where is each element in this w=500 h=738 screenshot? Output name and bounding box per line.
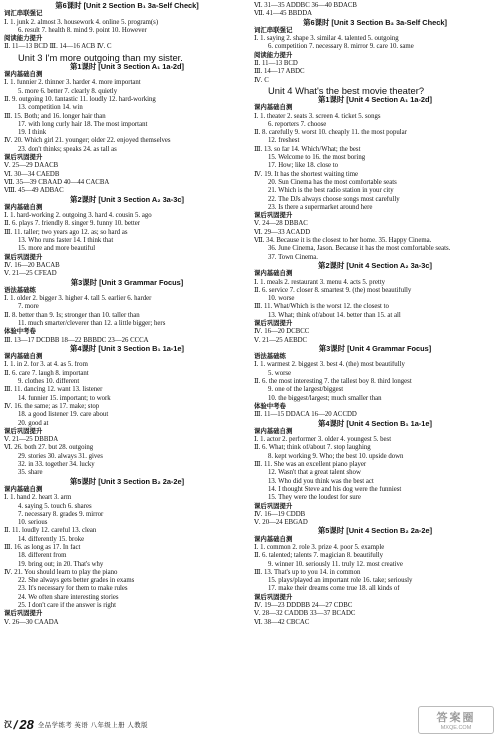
answer-line: Ⅲ. 15. Both; and 16. longer hair than [4, 112, 106, 120]
answer-line: Ⅴ. 26—30 CAADA [4, 618, 59, 626]
answer-line: 10. serious [18, 519, 48, 527]
answer-line: 9. one of the largest/biggest [268, 386, 344, 394]
answer-line: 18. a good listener 19. care about [18, 411, 109, 419]
section-label: 词汇串联强记 [254, 26, 293, 34]
answer-line: Ⅳ. 16—20 BACAB [4, 261, 60, 269]
answer-line: Ⅱ. 11—13 BCD [254, 60, 298, 68]
answer-line: Ⅳ. 20. Which girl 21. younger; older 22. enjoyed themselves [4, 137, 171, 145]
answer-line: Ⅴ. 21—25 DBBDA [4, 436, 59, 444]
answer-line: 18. different from [18, 552, 67, 560]
answer-line: 17. with long curly hair 18. The most important [18, 120, 148, 128]
lesson-heading: 第1课时 [Unit 4 Section A₁ 1a-2d] [317, 94, 433, 104]
answer-line: 19. I think [18, 129, 47, 137]
section-label: 课后巩固提升 [254, 502, 293, 510]
right-column [254, 2, 496, 627]
section-label: 课后巩固提升 [254, 319, 293, 327]
answer-line: 29. stories 30. always 31. gives [18, 452, 103, 460]
answer-line: Ⅱ. 6. service 7. closer 8. smartest 9. (the) most beautifully [254, 286, 412, 294]
section-label: 课内基础自测 [254, 270, 293, 278]
answer-line: Ⅱ. 11—13 BCD Ⅲ. 14—16 ACB Ⅳ. C [4, 43, 112, 51]
answer-line: 17. make their dreams come true 18. all kinds of [268, 585, 400, 593]
answer-line: 20. Sun Cinema has the most comfortable seats [268, 178, 397, 186]
book-title: 全品学练考 英语 八年级上册 人教版 [37, 722, 148, 729]
answer-line: 13. Who did you think was the best act [268, 477, 374, 485]
section-label: 课内基础自测 [4, 203, 43, 211]
section-label: 阅读能力提升 [4, 35, 43, 43]
answer-line: 23. Is there a supermarket around here [268, 203, 373, 211]
slash-icon: / [12, 717, 20, 732]
watermark-url: MXQE.COM [440, 725, 472, 731]
answer-line: Ⅱ. 11. loudly 12. careful 13. clean [4, 527, 97, 535]
answer-line: Ⅰ. 1. warmest 2. biggest 3. best 4. (the) most beautifully [254, 361, 405, 369]
section-label: 语法基础练 [4, 286, 36, 294]
lesson-heading: 第1课时 [Unit 3 Section A₁ 1a-2d] [69, 61, 185, 71]
answer-line: 15. more and more beautiful [18, 245, 96, 253]
page-number-badge [4, 717, 34, 732]
lesson-heading: 第4课时 [Unit 4 Section B₁ 1a-1e] [318, 418, 432, 428]
answer-line: 32. in 33. together 34. lucky [18, 461, 95, 469]
answer-line: 12. freshest [268, 137, 300, 145]
answer-line: 5. more 6. better 7. clearly 8. quietly [18, 87, 118, 95]
answer-line: 14. I thought Steve and his dog were the funniest [268, 485, 402, 493]
page-prefix: 汉 [4, 720, 12, 729]
answer-line: Ⅶ. 34. Because it is the closest to her home. 35. Happy Cinema. [254, 237, 432, 245]
answer-line: Ⅴ. 28—32 CADDB 33—37 BCADC [254, 610, 356, 618]
answer-line: 7. more [18, 303, 39, 311]
answer-line: 25. I don't care if the answer is right [18, 602, 117, 610]
section-label: 课内基础自测 [4, 353, 43, 361]
answer-line: Ⅱ. 6. talented; talents 7. magician 8. beautifully [254, 552, 384, 560]
answer-line: 5. worse [268, 369, 292, 377]
answer-line: Ⅶ. 35—39 CBAAD 40—44 CACBA [4, 178, 110, 186]
answer-line: Ⅰ. 1. hand 2. heart 3. arm [4, 494, 72, 502]
answer-line: 10. worse [268, 295, 295, 303]
answer-line: 22. The DJs always choose songs most carefully [268, 195, 400, 203]
answer-line: 11. much smarter/cleverer than 12. a little bigger; hers [18, 319, 166, 327]
answer-line: 13. Who runs faster 14. I think that [18, 237, 114, 245]
section-label: 课后巩固提升 [4, 154, 43, 162]
answer-line: Ⅴ. 25—29 DAACB [4, 162, 59, 170]
section-label: 课后巩固提升 [254, 593, 293, 601]
lesson-heading: 第2课时 [Unit 4 Section A₂ 3a-3c] [318, 260, 432, 270]
answer-line: Ⅴ. 21—25 AEBDC [254, 336, 308, 344]
lesson-heading: 第5课时 [Unit 4 Section B₂ 2a-2e] [317, 526, 433, 536]
answer-line: 4. saying 5. touch 6. shares [18, 502, 92, 510]
answer-line: Ⅰ. 1. in 2. for 3. at 4. as 5. from [4, 361, 88, 369]
lesson-heading: 第5课时 [Unit 3 Section B₂ 2a-2e] [69, 476, 185, 486]
answer-line: Ⅰ. 1. hard-working 2. outgoing 3. hard 4. cousin 5. ago [4, 212, 152, 220]
answer-line: Ⅲ. 11. She was an excellent piano player [254, 461, 367, 469]
answer-line: Ⅱ. 8. carefully 9. worst 10. cheaply 11. the most popular [254, 129, 407, 137]
answer-line: 6. result 7. health 8. mind 9. point 10. However [18, 26, 147, 34]
answer-line: 12. Wasn't that a great talent show [268, 469, 361, 477]
section-label: 体验中考卷 [254, 402, 286, 410]
answer-line: Ⅴ. 24—28 DBBAC [254, 220, 308, 228]
section-label: 课内基础自测 [4, 71, 43, 79]
answer-line: Ⅴ. 20—24 EBGAD [254, 519, 308, 527]
section-label: 课后巩固提升 [4, 427, 43, 435]
answer-line: 24. We often share interesting stories [18, 593, 119, 601]
answer-line: Ⅳ. 19. It has the shortest waiting time [254, 170, 359, 178]
answer-line: Ⅰ. 1. saying 2. shape 3. similar 4. talented 5. outgoing [254, 35, 399, 43]
answer-line: Ⅲ. 13. so far 14. Which/What; the best [254, 145, 361, 153]
lesson-heading: 第6课时 [Unit 3 Section B₃ 3a-Self Check] [303, 17, 447, 27]
lesson-heading: 第3课时 [Unit 4 Grammar Focus] [318, 343, 432, 353]
answer-line: Ⅱ. 8. better than 9. Is; stronger than 10. taller than [4, 311, 140, 319]
answer-line: Ⅲ. 11. taller; two years ago 12. as; so hard as [4, 228, 128, 236]
answer-line: Ⅳ. 16—19 CDDB [254, 510, 306, 518]
unit-title: Unit 3 I'm more outgoing than my sister. [18, 51, 183, 63]
answer-line: 20. good at [18, 419, 49, 427]
answer-line: 22. She always gets better grades in exams [18, 577, 135, 585]
answer-line: Ⅲ. 11—15 DDACA 16—20 ACCDD [254, 411, 357, 419]
answer-line: Ⅱ. 6. care 7. laugh 8. important [4, 369, 89, 377]
answer-line: 23. don't thinks; speaks 24. as tall as [18, 145, 117, 153]
answer-line: Ⅰ. 1. older 2. bigger 3. higher 4. tall 5. earlier 6. harder [4, 295, 152, 303]
answer-line: 36. June Cinema, Jason. Because it has the most comfortable seats. [268, 245, 451, 253]
section-label: 课后巩固提升 [4, 253, 43, 261]
answer-line: Ⅱ. 6. What; think of/about 7. stop laughing [254, 444, 371, 452]
answer-line: 10. the biggest/largest; much smaller than [268, 394, 382, 402]
lesson-heading: 第4课时 [Unit 3 Section B₁ 1a-1e] [70, 343, 184, 353]
answer-line: Ⅱ. 6. plays 7. friendly 8. singer 9. funny 10. better [4, 220, 141, 228]
answer-line: Ⅷ. 45—49 ADBAC [4, 187, 64, 195]
answer-line: Ⅱ. 9. outgoing 10. fantastic 11. loudly 12. hard-working [4, 95, 156, 103]
answer-line: Ⅰ. 1. meals 2. restaurant 3. menu 4. acts 5. pretty [254, 278, 386, 286]
answer-line: 9. clothes 10. different [18, 378, 80, 386]
answer-line: 14. differently 15. broke [18, 535, 85, 543]
answer-line: Ⅱ. 6. the most interesting 7. the tallest boy 8. third longest [254, 378, 412, 386]
answer-line: 17. How; like 18. close to [268, 162, 339, 170]
answer-line: Ⅰ. 1. funnier 2. thinner 3. harder 4. more important [4, 79, 141, 87]
lesson-heading: 第6课时 [Unit 2 Section B₁ 3a-Self Check] [55, 1, 199, 10]
answer-line: Ⅲ. 13. That's up to you 14. in common [254, 568, 361, 576]
watermark-logo [418, 706, 494, 734]
answer-line: 13. What; think of/about 14. better than 15. at all [268, 311, 401, 319]
section-label: 词汇串联强记 [4, 10, 43, 18]
answer-line: Ⅳ. 19—23 DDDBB 24—27 CDBC [254, 602, 353, 610]
section-label: 课内基础自测 [4, 485, 43, 493]
answer-line: 9. winner 10. seriously 11. truly 12. most creative [268, 560, 403, 568]
answer-line: Ⅰ. 1. theater 2. seats 3. screen 4. ticket 5. songs [254, 112, 381, 120]
answer-line: Ⅵ. 38—42 CBCAC [254, 618, 310, 626]
answer-line: 15. They were the loudest for sure [268, 494, 361, 502]
answer-line: 7. necessary 8. grades 9. mirror [18, 510, 104, 518]
answer-line: Ⅲ. 13—17 DCDBB 18—22 BBBDC 23—26 CCCA [4, 336, 149, 344]
section-label: 课内基础自测 [254, 104, 293, 112]
section-label: 体验中考卷 [4, 328, 36, 336]
answer-line: Ⅰ. 1. actor 2. performer 3. older 4. youngest 5. best [254, 436, 392, 444]
left-column [4, 2, 250, 627]
section-label: 课内基础自测 [254, 535, 293, 543]
answer-line: 13. competition 14. win [18, 104, 83, 112]
answer-line: Ⅲ. 14—17 ABDC [254, 68, 305, 76]
unit-title: Unit 4 What's the best movie theater? [268, 84, 425, 96]
answer-line: 8. kept working 9. Who; the best 10. upside down [268, 452, 404, 460]
answer-line: Ⅳ. 16. the same; as 17. make; stop [4, 402, 100, 410]
answer-line: 15. Welcome to 16. the most boring [268, 154, 366, 162]
section-label: 课内基础自测 [254, 427, 293, 435]
page-footer [4, 717, 148, 732]
answer-line: 14. funnier 15. important; to work [18, 394, 111, 402]
section-label: 语法基础练 [254, 353, 286, 361]
answer-line: 15. plays/played an important role 16. take; seriously [268, 577, 413, 585]
section-label: 课后巩固提升 [4, 610, 43, 618]
lesson-heading: 第2课时 [Unit 3 Section A₂ 3a-3c] [70, 194, 184, 204]
answer-line: Ⅳ. 21. You should learn to play the piano [4, 568, 118, 576]
page-number: 28 [19, 717, 34, 732]
answer-line: Ⅵ. 30—34 CAEDB [4, 170, 60, 178]
answer-line: Ⅲ. 11. What/Which is the worst 12. the closest to [254, 303, 389, 311]
watermark-title: 答案圈 [436, 712, 476, 724]
answer-line: Ⅲ. 16. as long as 17. In fact [4, 544, 81, 551]
answer-line: Ⅵ. 31—35 ADDBC 36—40 BDACB [254, 2, 357, 9]
answer-line: 35. share [18, 469, 43, 477]
answer-line: Ⅴ. 21—25 CFEAD [4, 270, 57, 278]
answer-line: 23. It's necessary for them to make rules [18, 585, 128, 593]
answer-line: 6. competition 7. necessary 8. mirror 9. care 10. same [268, 43, 414, 51]
answer-line: 37. Town Cinema. [268, 253, 318, 261]
answer-line: Ⅰ. 1. common 2. role 3. prize 4. poor 5. example [254, 544, 385, 551]
answer-line: 6. reporters 7. choose [268, 120, 327, 128]
section-label: 阅读能力提升 [254, 51, 293, 59]
answer-line: Ⅵ. 26. both 27. but 28. outgoing [4, 444, 94, 452]
section-label: 课后巩固提升 [254, 212, 293, 220]
answer-line: 19. bring out; in 20. That's why [18, 560, 104, 568]
answer-line: Ⅳ. 16—20 DCBCC [254, 328, 310, 336]
answer-line: Ⅲ. 11. dancing 12. want 13. listener [4, 386, 103, 394]
answer-line: 21. Which is the best radio station in your city [268, 187, 394, 195]
lesson-heading: 第3课时 [Unit 3 Grammar Focus] [70, 277, 184, 287]
answer-line: Ⅳ. C [254, 76, 269, 84]
answer-line: Ⅵ. 29—33 ACADD [254, 228, 311, 236]
answer-line: Ⅰ. 1. junk 2. almost 3. housework 4. online 5. program(s) [4, 18, 159, 26]
answer-line: Ⅶ. 41—45 BBDDA [254, 10, 313, 18]
